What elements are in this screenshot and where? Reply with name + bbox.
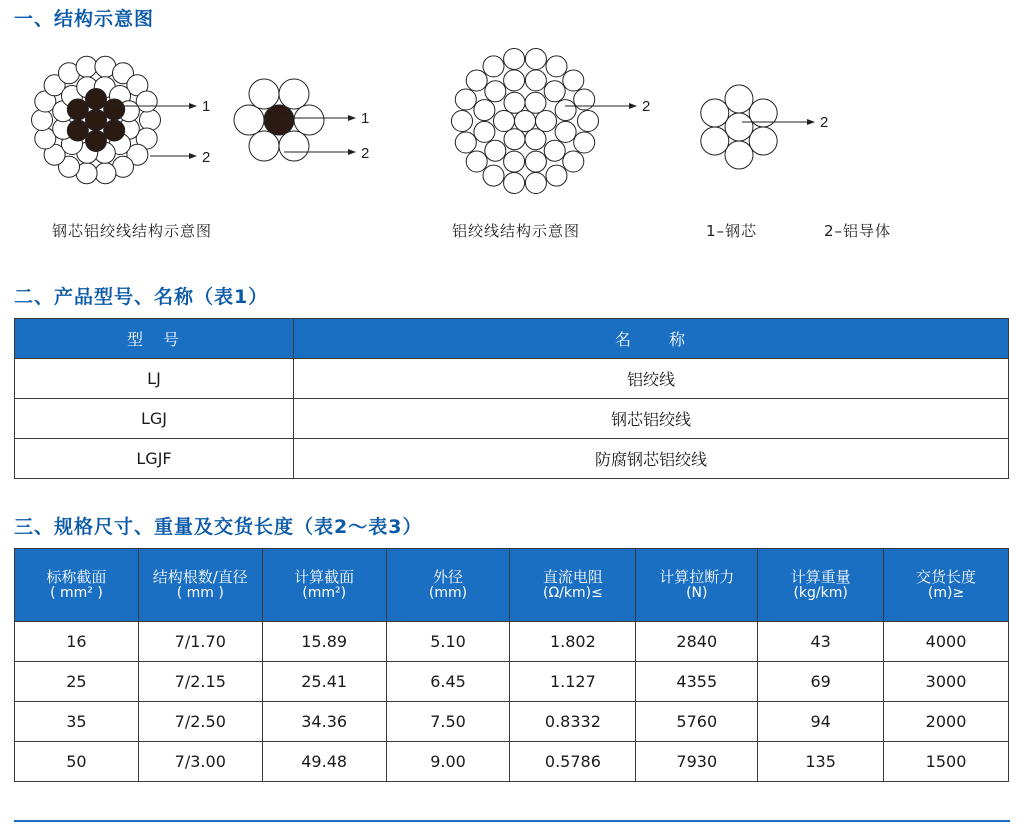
aluminum-strand (452, 111, 473, 132)
structure-diagram (0, 30, 1024, 245)
model-name: 钢芯铝绞线 (294, 399, 1009, 439)
aluminum-strand (76, 56, 97, 77)
section-title-models: 二、产品型号、名称（表1） (14, 286, 269, 308)
steel-strand (264, 105, 294, 135)
cell-outer-diameter: 6.45 (386, 662, 510, 702)
cell-strand-structure: 7/1.70 (138, 622, 262, 662)
cell-dc-resistance: 1.127 (510, 662, 636, 702)
steel-strand (86, 89, 107, 110)
cell-strand-structure: 7/2.50 (138, 702, 262, 742)
label-aluminum-acsr: 2 (202, 149, 211, 166)
legend-steel-core: 1–钢芯 (706, 222, 758, 240)
aluminum-strand (483, 56, 504, 77)
cell-dc-resistance: 0.5786 (510, 742, 636, 782)
cell-calc-section: 25.41 (262, 662, 386, 702)
label-steel-core-small: 1 (361, 110, 370, 127)
aluminum-strand (544, 140, 565, 161)
cable-cross-sections (0, 30, 1024, 245)
cell-delivery-length: 4000 (884, 622, 1009, 662)
model-name: 铝绞线 (294, 359, 1009, 399)
aluminum-strand (536, 111, 557, 132)
label-aluminum-aac-small: 2 (820, 114, 829, 131)
aluminum-strand (504, 49, 525, 70)
aluminum-strand (504, 70, 525, 91)
aluminum-strand (563, 70, 584, 91)
steel-strand (104, 120, 125, 141)
cell-nominal-section: 50 (15, 742, 139, 782)
model-table (14, 318, 1009, 479)
aluminum-strand (95, 163, 116, 184)
header-delivery-length: 交货长度 (m)≥ (884, 549, 1009, 622)
section-title-specs: 三、规格尺寸、重量及交货长度（表2～表3） (14, 516, 423, 538)
cell-calc-section: 34.36 (262, 702, 386, 742)
aluminum-strand (555, 121, 576, 142)
model-code: LGJF (15, 439, 294, 479)
aluminum-strand (701, 127, 729, 155)
aluminum-strand (455, 132, 476, 153)
acsr-small-cross-section (234, 79, 324, 161)
aluminum-strand (485, 140, 506, 161)
aluminum-strand (525, 151, 546, 172)
header-nominal-section: 标称截面 ( mm² ) (15, 549, 139, 622)
header-strand-structure: 结构根数/直径 ( mm ) (138, 549, 262, 622)
cell-nominal-section: 35 (15, 702, 139, 742)
aluminum-strand (725, 85, 753, 113)
aluminum-strand (455, 89, 476, 110)
cell-dc-resistance: 0.8332 (510, 702, 636, 742)
label-aluminum-small: 2 (361, 145, 370, 162)
aluminum-strand (504, 92, 525, 113)
model-code: LGJ (15, 399, 294, 439)
steel-strand (67, 99, 88, 120)
aluminum-strand (249, 131, 279, 161)
aluminum-strand (279, 131, 309, 161)
aluminum-strand (474, 121, 495, 142)
cell-calc-section: 49.48 (262, 742, 386, 782)
aluminum-strand (485, 81, 506, 102)
header-name: 名 称 (294, 319, 1009, 359)
cell-breaking-force: 7930 (636, 742, 758, 782)
header-weight: 计算重量 (kg/km) (758, 549, 884, 622)
legend-aluminum: 2–铝导体 (824, 222, 892, 240)
aluminum-strand (574, 89, 595, 110)
aluminum-strand (504, 173, 525, 194)
cell-weight: 135 (758, 742, 884, 782)
table-row (15, 742, 1009, 782)
aluminum-strand (525, 129, 546, 150)
label-aluminum-aac: 2 (642, 98, 651, 115)
aluminum-strand (234, 105, 264, 135)
aluminum-strand (574, 132, 595, 153)
steel-strand (104, 99, 125, 120)
aluminum-strand (483, 165, 504, 186)
steel-strand (86, 110, 107, 131)
cell-weight: 94 (758, 702, 884, 742)
caption-aac: 铝绞线结构示意图 (452, 222, 581, 240)
header-model: 型 号 (15, 319, 294, 359)
header-breaking-force: 计算拉断力 (N) (636, 549, 758, 622)
aluminum-strand (749, 99, 777, 127)
aluminum-strand (515, 111, 536, 132)
cell-strand-structure: 7/2.15 (138, 662, 262, 702)
model-code: LJ (15, 359, 294, 399)
aluminum-strand (474, 100, 495, 121)
cell-dc-resistance: 1.802 (510, 622, 636, 662)
acsr-large-cross-section (32, 56, 161, 183)
header-outer-diameter: 外径 (mm) (386, 549, 510, 622)
aac-large-cross-section (452, 49, 599, 194)
aluminum-strand (504, 129, 525, 150)
table-row (15, 622, 1009, 662)
model-table-header-row (15, 319, 1009, 359)
label-steel-core-acsr: 1 (202, 98, 211, 115)
cell-outer-diameter: 7.50 (386, 702, 510, 742)
aluminum-strand (525, 92, 546, 113)
model-name: 防腐钢芯铝绞线 (294, 439, 1009, 479)
cell-outer-diameter: 9.00 (386, 742, 510, 782)
aluminum-strand (494, 111, 515, 132)
aluminum-strand (504, 151, 525, 172)
aluminum-strand (749, 127, 777, 155)
aluminum-strand (32, 110, 53, 131)
table-row (15, 399, 1009, 439)
aluminum-strand (140, 110, 161, 131)
cell-delivery-length: 3000 (884, 662, 1009, 702)
caption-acsr: 钢芯铝绞线结构示意图 (52, 222, 213, 240)
aluminum-strand (563, 151, 584, 172)
aluminum-strand (725, 113, 753, 141)
cell-calc-section: 15.89 (262, 622, 386, 662)
aluminum-strand (466, 70, 487, 91)
table-row (15, 662, 1009, 702)
spec-table (14, 548, 1009, 782)
steel-strand (67, 120, 88, 141)
cell-strand-structure: 7/3.00 (138, 742, 262, 782)
cell-weight: 43 (758, 622, 884, 662)
spec-table-header-row (15, 549, 1009, 622)
aluminum-strand (279, 79, 309, 109)
aluminum-strand (578, 111, 599, 132)
aluminum-strand (294, 105, 324, 135)
cell-breaking-force: 2840 (636, 622, 758, 662)
header-dc-resistance: 直流电阻 (Ω/km)≤ (510, 549, 636, 622)
cell-outer-diameter: 5.10 (386, 622, 510, 662)
aac-small-cross-section (701, 85, 777, 169)
table-row (15, 439, 1009, 479)
aluminum-strand (249, 79, 279, 109)
aluminum-strand (725, 141, 753, 169)
cell-breaking-force: 5760 (636, 702, 758, 742)
cell-delivery-length: 1500 (884, 742, 1009, 782)
aluminum-strand (546, 56, 567, 77)
table-row (15, 359, 1009, 399)
cell-nominal-section: 25 (15, 662, 139, 702)
aluminum-strand (544, 81, 565, 102)
header-calc-section: 计算截面 (mm²) (262, 549, 386, 622)
steel-strand (86, 131, 107, 152)
aluminum-strand (546, 165, 567, 186)
cell-delivery-length: 2000 (884, 702, 1009, 742)
cell-weight: 69 (758, 662, 884, 702)
section-title-structure: 一、结构示意图 (14, 8, 155, 30)
aluminum-strand (525, 173, 546, 194)
cell-breaking-force: 4355 (636, 662, 758, 702)
bottom-divider (14, 820, 1010, 822)
aluminum-strand (525, 49, 546, 70)
aluminum-strand (525, 70, 546, 91)
aluminum-strand (701, 99, 729, 127)
table-row (15, 702, 1009, 742)
aluminum-strand (466, 151, 487, 172)
aluminum-strand (555, 100, 576, 121)
cell-nominal-section: 16 (15, 622, 139, 662)
